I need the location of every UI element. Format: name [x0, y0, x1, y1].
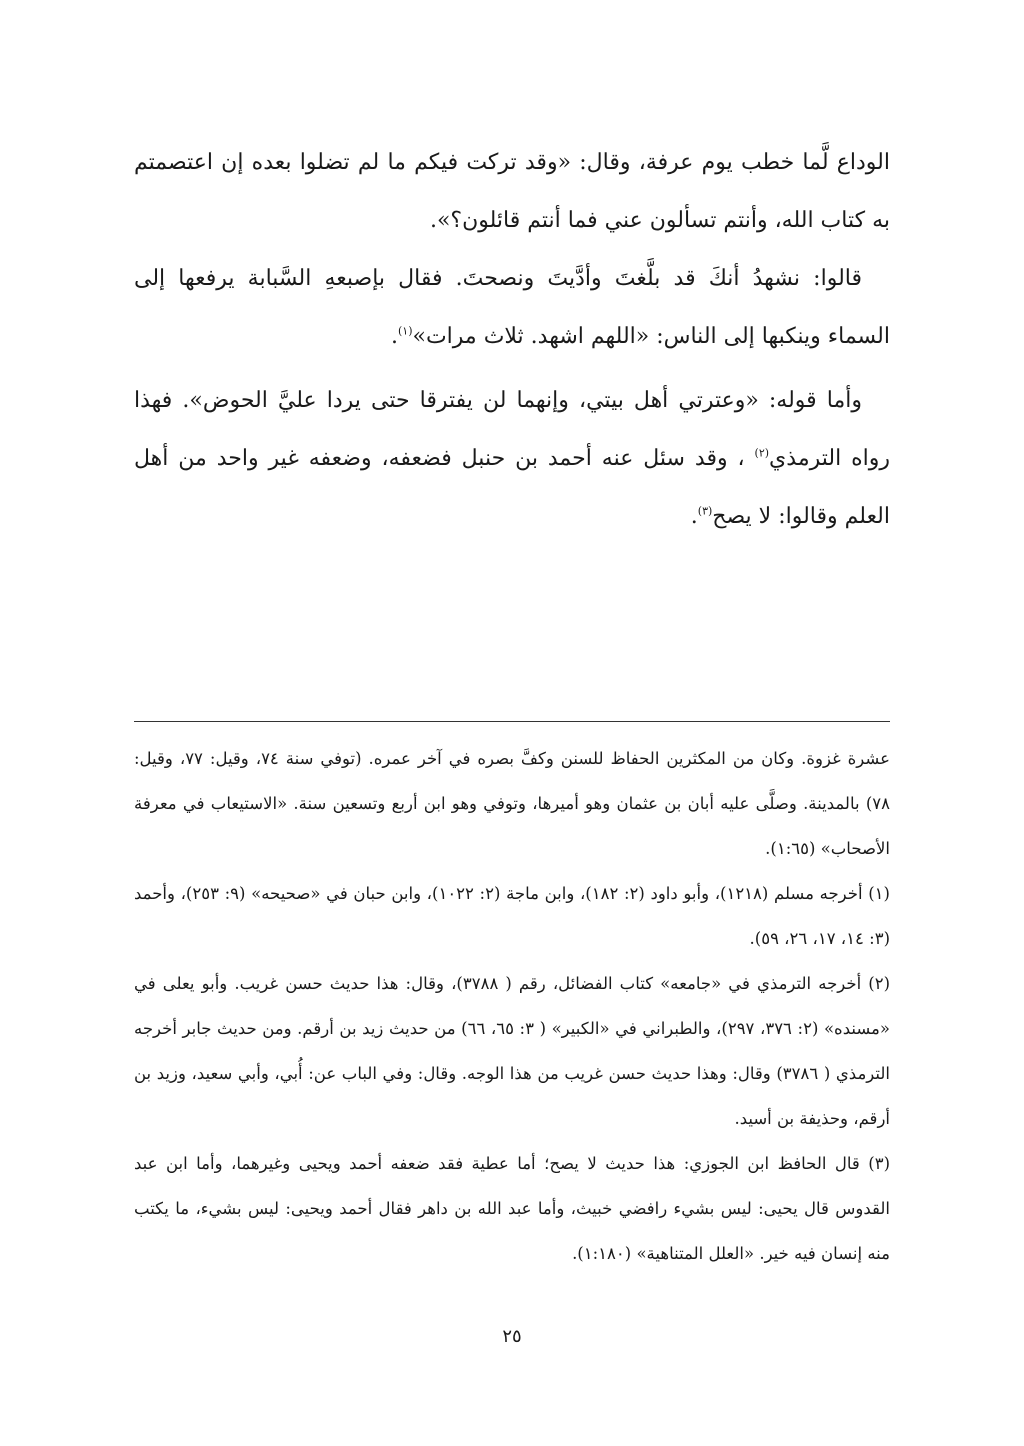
- footnote-ref-2[interactable]: (٢): [754, 446, 770, 460]
- footnote-continued: عشرة غزوة. وكان من المكثرين الحفاظ للسنن وكفَّ بصره في آخر عمره. (توفي سنة ٧٤، وقيل: ٧٧، وقيل: ٧٨) بالمدينة. وصلَّى عليه أبان بن عثمان وهو أميرها، وتوفي وهو ابن أربع وتسعين سنة. «الاستيعاب في معرفة الأصحاب» (١:٦٥).: [134, 749, 890, 858]
- paragraph-2-text: قالوا: نشهدُ أنكَ قد بلَّغتَ وأدَّيتَ ونصحتَ. فقال بإصبعهِ السَّبابة يرفعها إلى السماء وينكبها إلى الناس: «اللهم اشهد. ثلاث مرات»: [134, 266, 890, 349]
- page-number: ٢٥: [502, 1326, 522, 1347]
- footnote-ref-1[interactable]: (١): [397, 324, 413, 338]
- footnote-ref-3[interactable]: (٣): [697, 504, 713, 518]
- footnote-1: (١) أخرجه مسلم (١٢١٨)، وأبو داود (٢: ١٨٢)، وابن ماجة (٢: ١٠٢٢)، وابن حبان في «صحيحه» (٩: ٢٥٣)، وأحمد (٣: ١٤، ١٧، ٢٦، ٥٩).: [134, 884, 890, 948]
- paragraph-1-text: الوداع لَّما خطب يوم عرفة، وقال: «وقد تركت فيكم ما لم تضلوا بعده إن اعتصمتم به كتاب الله، وأنتم تسألون عني فما أنتم قائلون؟».: [134, 150, 890, 233]
- footnote-2: (٢) أخرجه الترمذي في «جامعه» كتاب الفضائل، رقم ( ٣٧٨٨)، وقال: هذا حديث حسن غريب. وأبو يعلى في «مسنده» (٢: ٣٧٦، ٢٩٧)، والطبراني في «الكبير» ( ٣: ٦٥، ٦٦) من حديث زيد بن أرقم. ومن حديث جابر أخرجه الترمذي ( ٣٧٨٦) وقال: وهذا حديث حسن غريب من هذا الوجه. وقال: وفي الباب عن: أُبي، وأبي سعيد، وزيد بن أرقم، وحذيفة بن أسيد.: [134, 974, 890, 1128]
- paragraph-2: [134, 250, 890, 366]
- paragraph-2-end: .: [390, 324, 398, 349]
- footnote-separator: [134, 721, 890, 722]
- footnotes: [134, 736, 890, 1276]
- paragraph-3-text: وأما قوله: «وعترتي أهل بيتي، وإنهما لن يفترقا حتى يردا عليَّ الحوض». فهذا رواه الترمذي: [134, 388, 890, 471]
- paragraph-3: [134, 372, 890, 546]
- main-text: [134, 134, 890, 546]
- paragraph-3-middle: ، وقد سئل عنه أحمد بن حنبل فضعفه، وضعفه غير واحد من أهل العلم وقالوا: لا يصح: [134, 446, 890, 529]
- footnote-3: (٣) قال الحافظ ابن الجوزي: هذا حديث لا يصح؛ أما عطية فقد ضعفه أحمد ويحيى وغيرهما، وأما ابن عبد القدوس قال يحيى: ليس بشيء رافضي خبيث، وأما عبد الله بن داهر فقال أحمد ويحيى: ليس بشيء، ما يكتب منه إنسان فيه خير. «العلل المتناهية» (١:١٨٠).: [134, 1154, 890, 1263]
- paragraph-1: [134, 134, 890, 250]
- paragraph-3-end: .: [690, 504, 698, 529]
